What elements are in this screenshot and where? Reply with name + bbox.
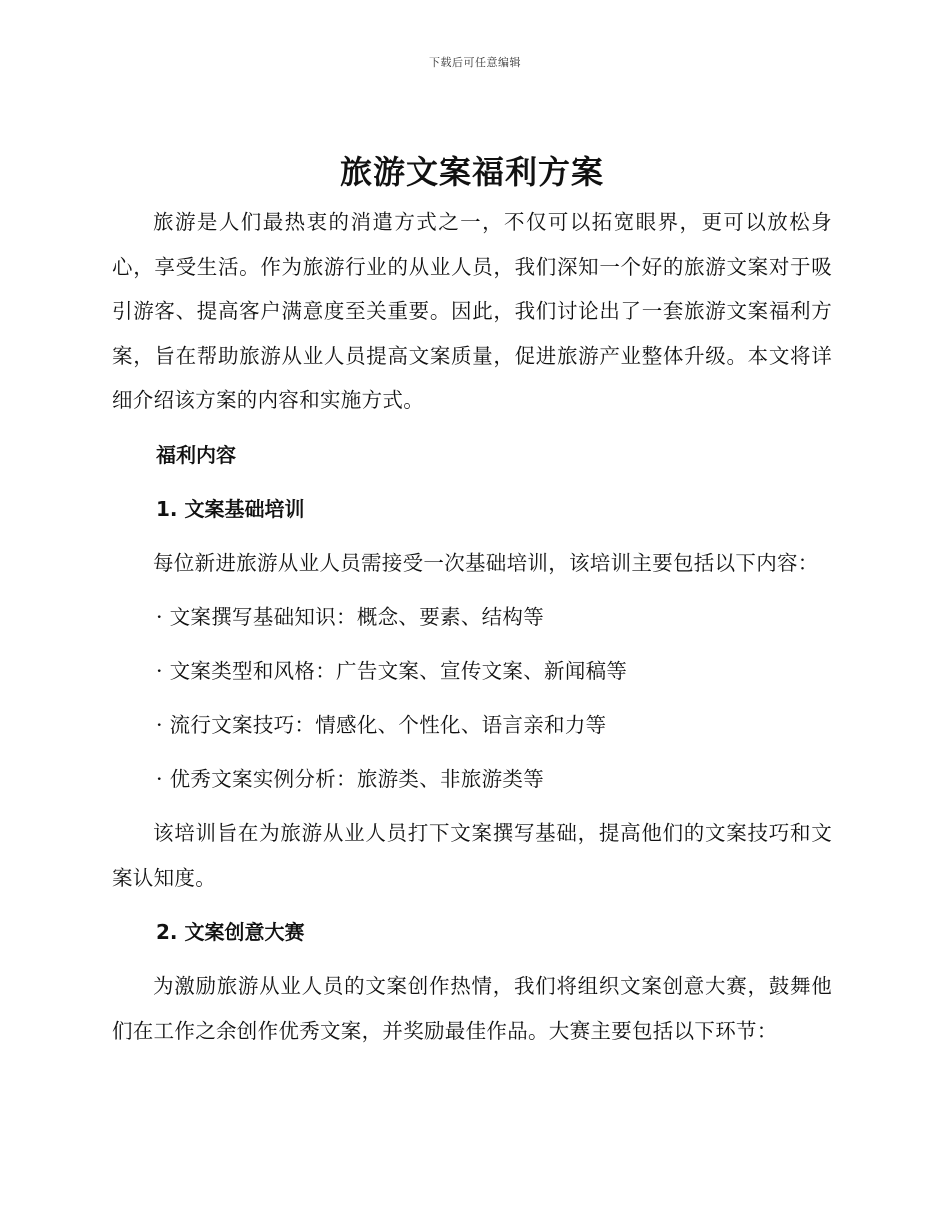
section-heading: 福利内容	[156, 442, 236, 467]
item2-heading: 2. 文案创意大赛	[156, 920, 305, 944]
document-body	[112, 150, 832, 1053]
item2-intro-paragraph: 为激励旅游从业人员的文案创作热情，我们将组织文案创意大赛，鼓舞他们在工作之余创作优秀文案，并奖励最佳作品。大赛主要包括以下环节：	[112, 974, 832, 1043]
item1-bullet-2: · 文案类型和风格：广告文案、宣传文案、新闻稿等	[156, 659, 628, 683]
document-title: 旅游文案福利方案	[339, 153, 604, 191]
intro-paragraph: 旅游是人们最热衷的消遣方式之一，不仅可以拓宽眼界，更可以放松身心，享受生活。作为旅游行业的从业人员，我们深知一个好的旅游文案对于吸引游客、提高客户满意度至关重要。因此，我们讨论出了一套旅游文案福利方案，旨在帮助旅游从业人员提高文案质量，促进旅游产业整体升级。本文将详细介绍该方案的内容和实施方式。	[112, 210, 832, 412]
item1-intro-paragraph: 每位新进旅游从业人员需接受一次基础培训，该培训主要包括以下内容：	[153, 550, 819, 575]
item1-heading: 1. 文案基础培训	[156, 496, 305, 521]
header-note: 下载后可任意编辑	[429, 56, 521, 69]
item1-bullet-4: · 优秀文案实例分析：旅游类、非旅游类等	[156, 767, 545, 791]
item1-bullet-3: · 流行文案技巧：情感化、个性化、语言亲和力等	[156, 713, 607, 737]
item1-bullet-1: · 文案撰写基础知识：概念、要素、结构等	[156, 605, 545, 629]
item1-conclusion-paragraph: 该培训旨在为旅游从业人员打下文案撰写基础，提高他们的文案技巧和文案认知度。	[112, 821, 832, 890]
